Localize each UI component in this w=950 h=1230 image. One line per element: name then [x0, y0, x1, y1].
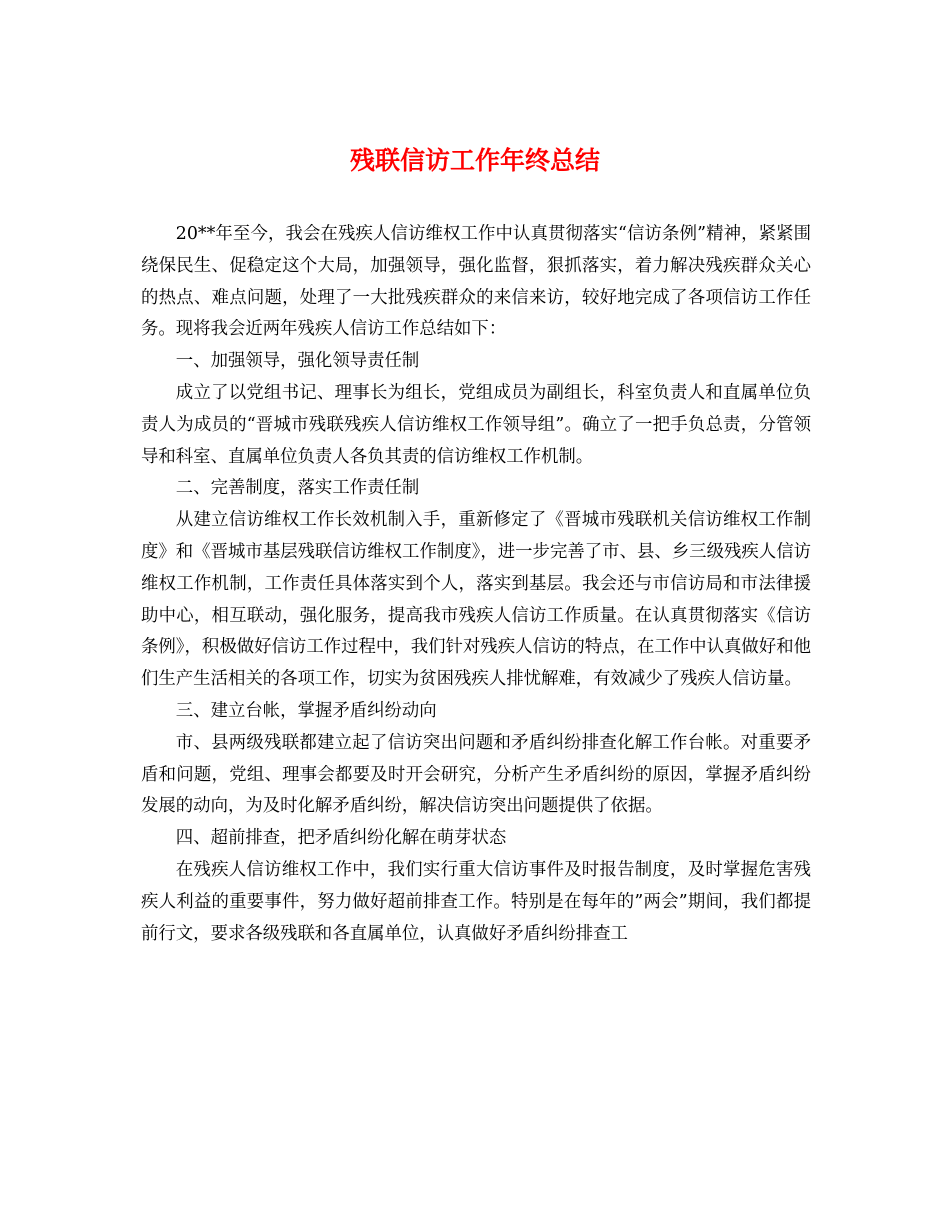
paragraph-section-2: 从建立信访维权工作长效机制入手，重新修定了《晋城市残联机关信访维权工作制度》和《晋城市基层残联信访维权工作制度》，进一步完善了市、县、乡三级残疾人信访维权工作机制，工作责任具体落实到个人，落实到基层。我会还与市信访局和市法律援助中心，相互联动，强化服务，提高我市残疾人信访工作质量。在认真贯彻落实《信访条例》，积极做好信访工作过程中，我们针对残疾人信访的特点，在工作中认真做好和他们生产生活相关的各项工作，切实为贫困残疾人排忧解难，有效减少了残疾人信访量。 — [141, 510, 811, 690]
paragraph-intro: 20**年至今，我会在残疾人信访维权工作中认真贯彻落实“信访条例”精神，紧紧围绕保民生、促稳定这个大局，加强领导，强化监督，狠抓落实，着力解决残疾群众关心的热点、难点问题，处理了一大批残疾群众的来信来访，较好地完成了各项信访工作任务。现将我会近两年残疾人信访工作总结如下： — [141, 224, 811, 340]
section-heading-4: 四、超前排查，把矛盾纠纷化解在萌芽状态 — [175, 828, 507, 849]
paragraph-section-3: 市、县两级残联都建立起了信访突出问题和矛盾纠纷排查化解工作台帐。对重要矛盾和问题，党组、理事会都要及时开会研究，分析产生矛盾纠纷的原因，掌握矛盾纠纷发展的动向，为及时化解矛盾纠纷，解决信访突出问题提供了依据。 — [141, 732, 811, 817]
document-title: 残联信访工作年终总结 — [349, 146, 600, 175]
section-heading-1: 一、加强领导，强化领导责任制 — [175, 351, 420, 372]
section-heading-2: 二、完善制度，落实工作责任制 — [175, 478, 420, 499]
paragraph-section-4: 在残疾人信访维权工作中，我们实行重大信访事件及时报告制度，及时掌握危害残疾人利益的重要事件，努力做好超前排查工作。特别是在每年的”两会”期间，我们都提前行文，要求各级残联和各直属单位，认真做好矛盾纠纷排查工 — [141, 859, 811, 944]
section-heading-3: 三、建立台帐，掌握矛盾纠纷动向 — [175, 700, 437, 721]
document-body — [141, 219, 811, 950]
paragraph-section-1: 成立了以党组书记、理事长为组长，党组成员为副组长，科室负责人和直属单位负责人为成员的“晋城市残联残疾人信访维权工作领导组”。确立了一把手负总责，分管领导和科室、直属单位负责人各负其责的信访维权工作机制。 — [141, 382, 811, 467]
